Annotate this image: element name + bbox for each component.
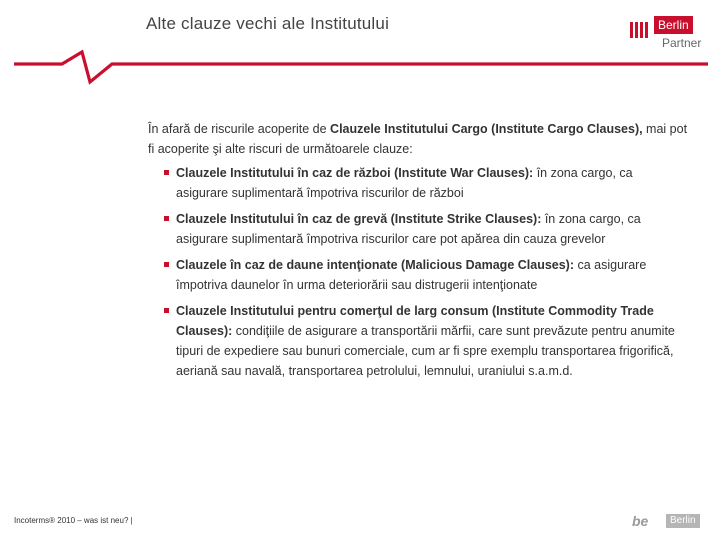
slide-content	[148, 119, 688, 387]
lightning-line	[14, 52, 708, 82]
list-item	[148, 301, 688, 381]
footer-caption: Incoterms® 2010 – was ist neu? |	[14, 516, 133, 525]
be-logo-text: be	[632, 513, 649, 529]
list-item-text: în zona cargo, ca asigurare suplimentară împotriva riscurilor care pot apărea din cauza grevelor	[176, 212, 641, 246]
clause-list	[148, 163, 688, 381]
list-item-bold: Clauzele Institutului în caz de grevă (Institute Strike Clauses):	[176, 212, 542, 226]
intro-paragraph	[148, 119, 688, 159]
intro-text-2: mai pot fi acoperite şi alte riscuri de următoarele clauze:	[148, 122, 688, 156]
bullet-square-icon	[164, 170, 169, 175]
list-item-text: în zona cargo, ca asigurare suplimentară împotriva riscurilor de război	[176, 166, 633, 200]
list-item-text: condiţiile de asigurare a transportării mărfii, care sunt prevăzute pentru anumite tipuri de expediere sau bunuri comerciale, cum ar fi spre exemplu transportarea frigorifică, aeriană sau navală, transportarea petrolului, lemnului, uraniului s.a.m.d.	[176, 324, 675, 378]
list-item-bold: Clauzele în caz de daune intenţionate (Malicious Damage Clauses):	[176, 258, 575, 272]
bullet-square-icon	[164, 308, 169, 313]
list-item-text: ca asigurare împotriva daunelor în urma deteriorării sau distrugerii intenţionate	[176, 258, 647, 292]
list-item	[148, 209, 688, 249]
slide-title: Alte clauze vechi ale Institutului	[146, 14, 390, 33]
list-item-bold: Clauzele Institutului în caz de război (Institute War Clauses):	[176, 166, 534, 180]
be-logo-box: Berlin	[666, 514, 700, 528]
lightning-divider	[0, 42, 720, 94]
list-item-bold: Clauzele Institutului pentru comerţul de larg consum (Institute Commodity Trade Clauses):	[176, 304, 654, 338]
intro-bold: Clauzele Institutului Cargo (Institute Cargo Clauses),	[330, 122, 643, 136]
intro-text-1: În afară de riscurile acoperite de	[148, 122, 331, 136]
be-berlin-logo	[632, 512, 706, 530]
brandenburg-gate-icon	[630, 22, 652, 38]
logo-partner-text: Partner	[662, 36, 702, 50]
list-item	[148, 255, 688, 295]
logo-berlin-box: Berlin	[654, 16, 693, 34]
bullet-square-icon	[164, 262, 169, 267]
bullet-square-icon	[164, 216, 169, 221]
list-item	[148, 163, 688, 203]
